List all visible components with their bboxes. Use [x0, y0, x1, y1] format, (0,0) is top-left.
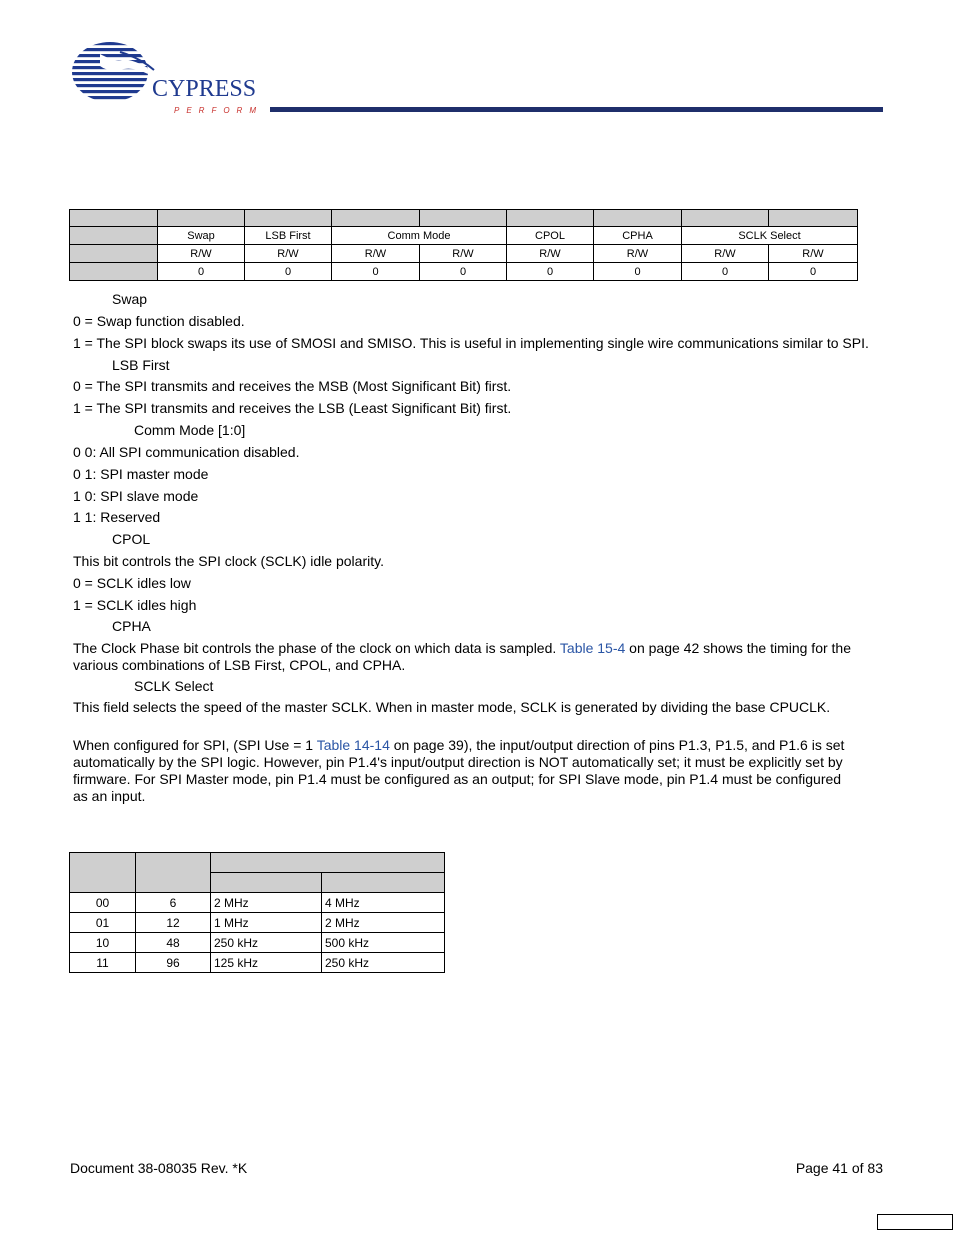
reset-cell: 0: [158, 263, 245, 281]
register-reset-row: [70, 263, 858, 281]
logo-brand: CYPRESS: [152, 76, 257, 102]
header-cell: [158, 210, 245, 227]
header-cell: [211, 853, 445, 873]
row-label-cell: [70, 263, 158, 281]
header-cell: [245, 210, 332, 227]
cypress-logo: [70, 40, 263, 120]
header-cell: [332, 210, 420, 227]
table-cell: 4 MHz: [322, 893, 445, 913]
bit-name-swap: Swap: [158, 227, 245, 245]
spi-text-b: on page 39), the input/output direction of pins P1.3, P1.5, and P1.6 is set automatically by the SPI logic. However, pin P1.4's input/output direction is NOT automatically set; it must be explicitly set by firmware. For SPI Master mode, pin P1.4 must be configured as an output; for SPI Slave mode, pin P1.4 must be configured as an input.: [73, 737, 845, 804]
table-row: [70, 913, 445, 933]
spi-direction-paragraph: [73, 737, 858, 805]
spi-text-a: When configured for SPI, (SPI Use = 1: [73, 737, 317, 753]
reset-cell: 0: [594, 263, 682, 281]
field-line: 1 = The SPI transmits and receives the LSB (Least Significant Bit) first.: [73, 400, 512, 416]
header-cell: [594, 210, 682, 227]
clock-table-header-row: [70, 853, 445, 873]
field-line: This bit controls the SPI clock (SCLK) idle polarity.: [73, 553, 384, 569]
reset-cell: 0: [420, 263, 507, 281]
table-cell: 10: [70, 933, 136, 953]
reset-cell: 0: [332, 263, 420, 281]
access-cell: R/W: [332, 245, 420, 263]
table-cell: 48: [136, 933, 211, 953]
header-cell: [211, 873, 322, 893]
table-cell: 2 MHz: [322, 913, 445, 933]
field-heading-cpol: CPOL: [112, 531, 151, 547]
register-access-row: [70, 245, 858, 263]
header-cell: [322, 873, 445, 893]
access-cell: R/W: [769, 245, 858, 263]
footer-document-number: Document 38-08035 Rev. *K: [70, 1160, 248, 1176]
bit-name-comm-mode: Comm Mode: [332, 227, 507, 245]
reset-cell: 0: [245, 263, 332, 281]
header-bar: [270, 107, 883, 112]
corner-box: [877, 1214, 953, 1230]
table-cell: 250 kHz: [322, 953, 445, 973]
field-line: 0 = The SPI transmits and receives the MSB (Most Significant Bit) first.: [73, 378, 512, 394]
field-heading-lsb-first: LSB First: [112, 357, 170, 373]
bit-name-cpol: CPOL: [507, 227, 594, 245]
table-cell: 2 MHz: [211, 893, 322, 913]
table-cell: 125 kHz: [211, 953, 322, 973]
table-cell: 96: [136, 953, 211, 973]
field-line: 0 0: All SPI communication disabled.: [73, 444, 300, 460]
header-cell: [682, 210, 769, 227]
register-table: [69, 209, 858, 281]
table-cell: 1 MHz: [211, 913, 322, 933]
register-header-row: [70, 210, 858, 227]
bit-name-cpha: CPHA: [594, 227, 682, 245]
field-line: 0 = Swap function disabled.: [73, 313, 245, 329]
table-row: [70, 933, 445, 953]
header-cell: [70, 210, 158, 227]
access-cell: R/W: [682, 245, 769, 263]
field-line: 1 = The SPI block swaps its use of SMOSI and SMISO. This is useful in implementing single wire communications similar to SPI.: [73, 335, 869, 351]
access-cell: R/W: [594, 245, 682, 263]
reset-cell: 0: [769, 263, 858, 281]
sclk-frequency-table: [69, 852, 445, 973]
field-line: 1 1: Reserved: [73, 509, 161, 525]
access-cell: R/W: [507, 245, 594, 263]
header-cell: [507, 210, 594, 227]
header-cell: [136, 853, 211, 893]
field-line: 0 = SCLK idles low: [73, 575, 191, 591]
sclk-description: This field selects the speed of the master SCLK. When in master mode, SCLK is generated by dividing the base CPUCLK.: [73, 699, 831, 715]
register-field-row: [70, 227, 858, 245]
table-cell: 250 kHz: [211, 933, 322, 953]
table-14-14-link[interactable]: Table 14-14: [316, 737, 390, 753]
field-heading-sclk-select: SCLK Select: [134, 678, 214, 694]
access-cell: R/W: [158, 245, 245, 263]
table-cell: 6: [136, 893, 211, 913]
field-line: 0 1: SPI master mode: [73, 466, 209, 482]
logo-tagline: PERFORM: [174, 106, 263, 115]
header-cell: [769, 210, 858, 227]
field-line: 1 0: SPI slave mode: [73, 488, 199, 504]
reset-cell: 0: [682, 263, 769, 281]
table-row: [70, 953, 445, 973]
cpha-description: [73, 640, 858, 674]
cpha-text-a: The Clock Phase bit controls the phase of the clock on which data is sampled.: [73, 640, 560, 656]
footer-page-number: Page 41 of 83: [795, 1160, 883, 1176]
table-cell: 500 kHz: [322, 933, 445, 953]
reset-cell: 0: [507, 263, 594, 281]
access-cell: R/W: [245, 245, 332, 263]
row-label-cell: [70, 227, 158, 245]
header-cell: [420, 210, 507, 227]
field-line: 1 = SCLK idles high: [73, 597, 197, 613]
header-cell: [70, 853, 136, 893]
access-cell: R/W: [420, 245, 507, 263]
field-heading-comm-mode: Comm Mode [1:0]: [134, 422, 246, 438]
table-cell: 12: [136, 913, 211, 933]
row-label-cell: [70, 245, 158, 263]
cpha-text-b: on page 42 shows the timing for the various combinations of LSB First, CPOL, and CPHA.: [73, 640, 851, 673]
bit-name-lsb-first: LSB First: [245, 227, 332, 245]
bit-name-sclk-select: SCLK Select: [682, 227, 858, 245]
table-row: [70, 893, 445, 913]
table-15-4-link[interactable]: Table 15-4: [559, 640, 626, 656]
table-cell: 01: [70, 913, 136, 933]
field-heading-cpha: CPHA: [112, 618, 151, 634]
field-heading-swap: Swap: [112, 291, 148, 307]
table-cell: 11: [70, 953, 136, 973]
table-cell: 00: [70, 893, 136, 913]
